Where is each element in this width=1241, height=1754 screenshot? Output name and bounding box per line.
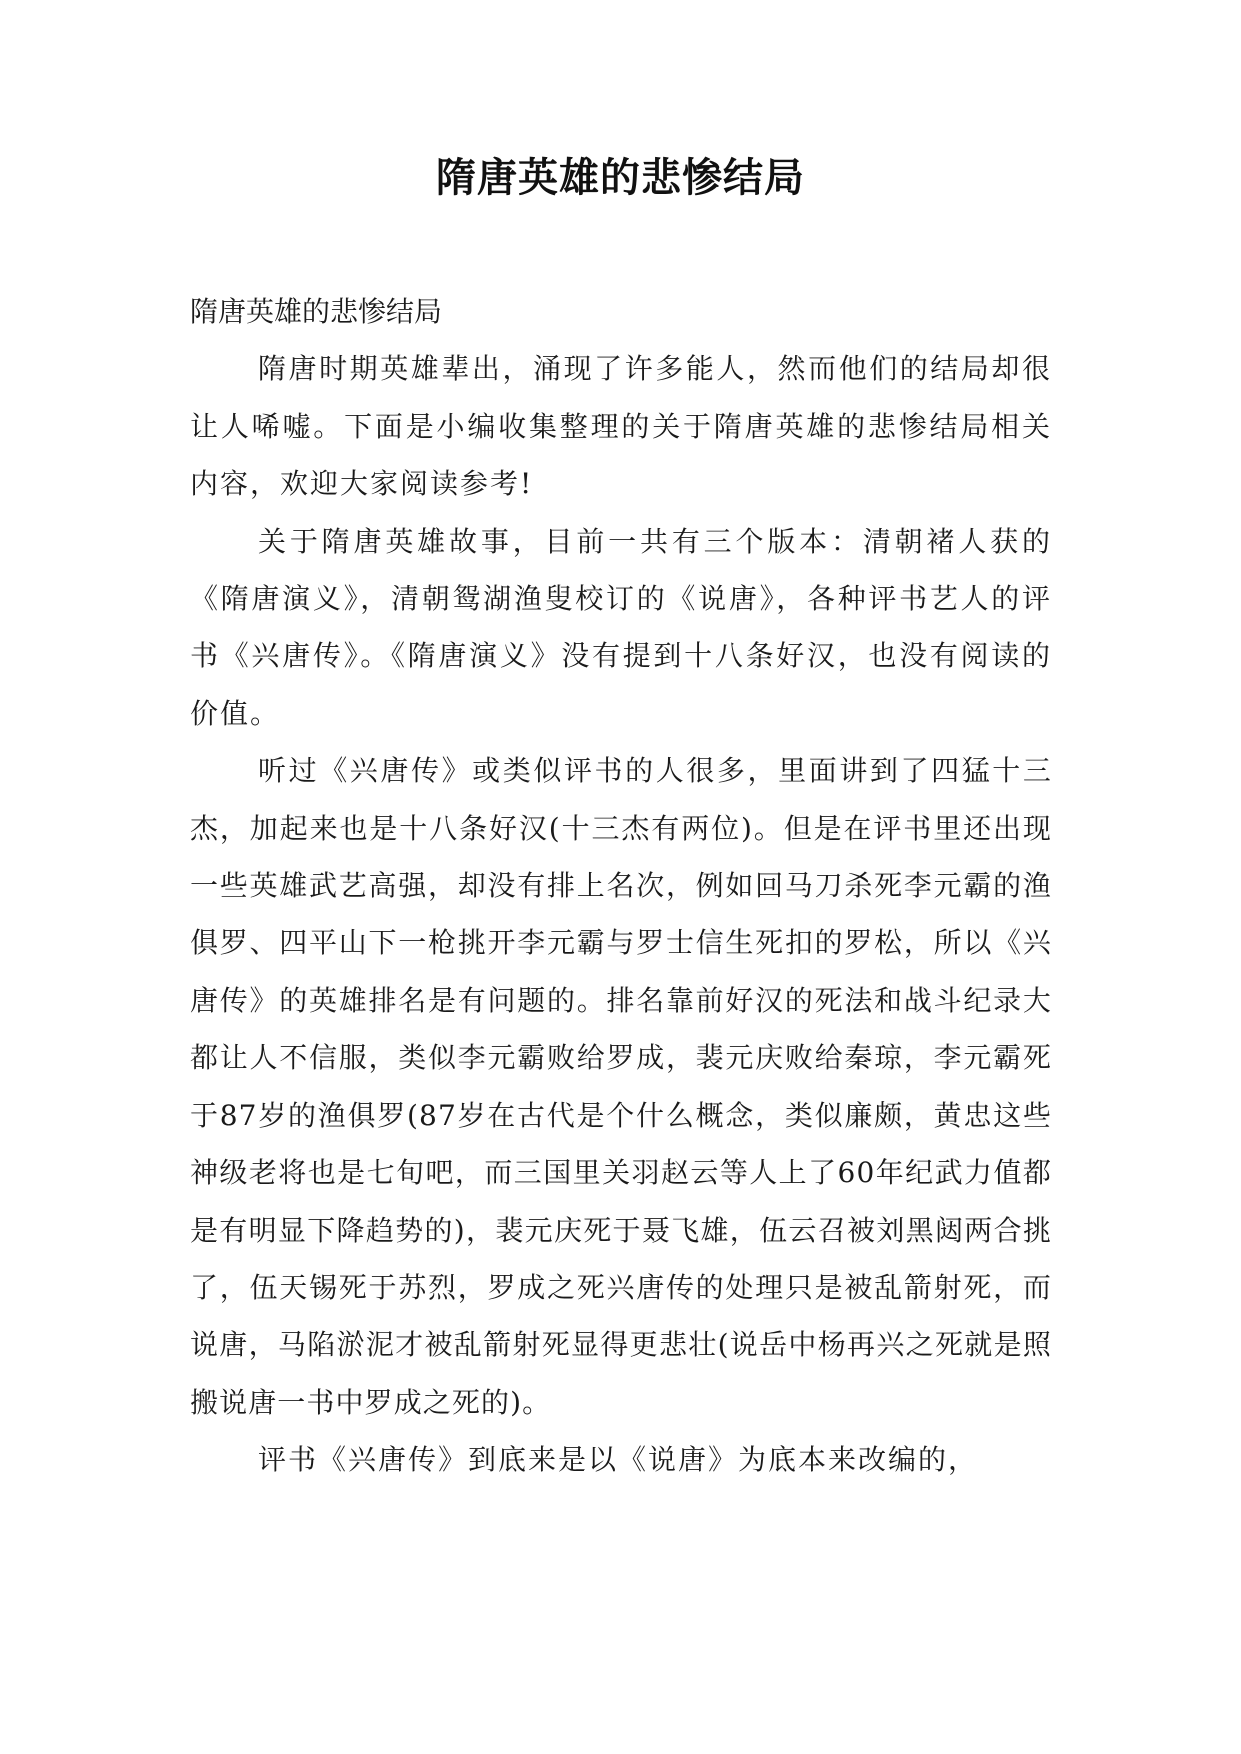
paragraph-intro: 隋唐时期英雄辈出，涌现了许多能人，然而他们的结局却很让人唏嘘。下面是小编收集整理的关于隋唐英雄的悲惨结局相关内容，欢迎大家阅读参考! bbox=[190, 352, 1052, 501]
document-title: 隋唐英雄的悲惨结局 bbox=[436, 155, 805, 201]
paragraph-versions: 关于隋唐英雄故事，目前一共有三个版本：清朝褚人获的《隋唐演义》，清朝鸳湖渔叟校订的《说唐》，各种评书艺人的评书《兴唐传》。《隋唐演义》没有提到十八条好汉，也没有阅读的价值。 bbox=[190, 524, 1052, 730]
paragraph-continuation: 评书《兴唐传》到底来是以《说唐》为底本来改编的， bbox=[258, 1443, 979, 1477]
document-body bbox=[190, 283, 1052, 1489]
paragraph-analysis: 听过《兴唐传》或类似评书的人很多，里面讲到了四猛十三杰，加起来也是十八条好汉(十三杰有两位)。但是在评书里还出现一些英雄武艺高强，却没有排上名次，例如回马刀杀死李元霸的渔俱罗、四平山下一枪挑开李元霸与罗士信生死扣的罗松，所以《兴唐传》的英雄排名是有问题的。排名靠前好汉的死法和战斗纪录大都让人不信服，类似李元霸败给罗成，裴元庆败给秦琼，李元霸死于87岁的渔俱罗(87岁在古代是个什么概念，类似廉颇，黄忠这些神级老将也是七旬吧，而三国里关羽赵云等人上了60年纪武力值都是有明显下降趋势的)，裴元庆死于聂飞雄，伍云召被刘黑闼两合挑了，伍天锡死于苏烈，罗成之死兴唐传的处理只是被乱箭射死，而说唐，马陷淤泥才被乱箭射死显得更悲壮(说岳中杨再兴之死就是照搬说唐一书中罗成之死的)。 bbox=[190, 754, 1052, 1419]
document-subtitle: 隋唐英雄的悲惨结局 bbox=[190, 295, 443, 328]
